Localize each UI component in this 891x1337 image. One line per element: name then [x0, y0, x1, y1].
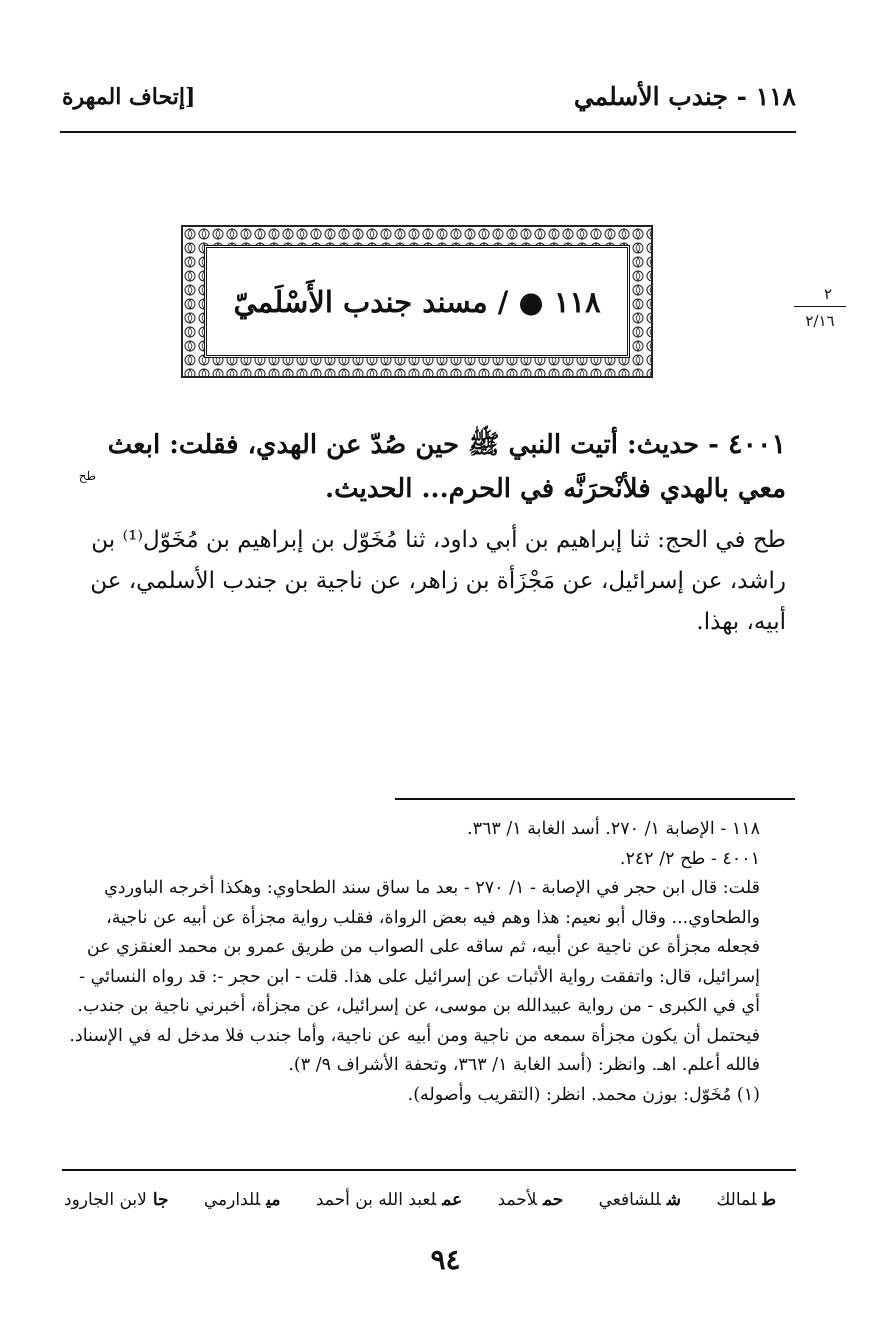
header-rule — [60, 131, 796, 133]
footnote-1: (١) مُخَوّل: بوزن محمد. انظر: (التقريب وأصوله). — [407, 1084, 760, 1105]
hadith-source-mark: طح — [78, 469, 96, 483]
section-title-box — [204, 245, 630, 358]
footnotes — [66, 815, 786, 1110]
hadith-text — [64, 423, 786, 511]
legend-item: ميللدارمي — [203, 1190, 281, 1210]
footnote-rule — [395, 798, 795, 800]
legend-item: طلمالك — [716, 1190, 776, 1210]
legend-item: عملعبد الله بن أحمد — [315, 1190, 463, 1210]
footnote-commentary: قلت: قال ابن حجر في الإصابة - ١/ ٢٧٠ - بعد ما ساق سند الطحاوي: وهكذا أخرجه الباوردي والطحاوي... وقال أبو نعيم: هذا وهم فيه بعض الرواة، فقلب رواية مجزأة عن أبيه عن ناجية، فجعله مجزأة عن ناجية عن أبيه، ثم ساقه على الصواب من طريق عمرو بن محمد العنقزي عن إسرائيل، قال: واتفقت رواية الأثبات عن إسرائيل على هذا. قلت - ابن حجر -: قد رواه النسائي - أي في الكبرى - من رواية عبيدالله بن موسى، عن إسرائيل، عن مجزأة، أخبرني ناجية بن جندب. فيحتمل أن يكون مجزأة سمعه من ناجية ومن أبيه عن ناجية، وأما جندب فلا مدخل له في الإسناد. فالله أعلم. اهـ. وانظر: (أسد الغابة ١/ ٣٦٣، وتحفة الأشراف ٩/ ٣). — [69, 878, 760, 1075]
legend-rule — [62, 1169, 796, 1171]
hadith-number: ٤٠٠١ — [727, 429, 786, 460]
hadith-body: - حديث: أتيت النبي ﷺ حين صُدّ عن الهدي، فقلت: ابعث معي بالهدي فلأنْحرَنَّه في الحرم... الحديث. — [107, 430, 786, 504]
section-title: ١١٨ ● / مسند جندب الأَسْلَميّ — [233, 284, 601, 319]
margin-note-rule — [794, 306, 846, 307]
isnad-text: طح في الحج: ثنا إبراهيم بن أبي داود، ثنا مُخَوّل بن إبراهيم بن مُخَوّل⁽¹⁾ بن راشد، عن إسرائيل، عن مَجْزَأة بن زاهر، عن ناجية بن جندب الأسلمي، عن أبيه، بهذا. — [90, 527, 786, 635]
running-head-book-title: [إتحاف المهرة — [62, 84, 196, 110]
legend-item: جالابن الجارود — [64, 1190, 169, 1210]
page-number: ٩٤ — [430, 1243, 461, 1276]
margin-note-top: ٢ — [823, 285, 833, 303]
footnote-source-4001: ٤٠٠١ - طح ٢/ ٢٤٢. — [619, 848, 760, 869]
legend-item: حملأحمد — [497, 1190, 564, 1210]
footnote-source-118: ١١٨ - الإصابة ١/ ٢٧٠. أسد الغابة ١/ ٣٦٣. — [466, 819, 760, 839]
running-head-section: ١١٨ - جندب الأسلمي — [573, 82, 796, 111]
margin-note-bottom: ٢/١٦ — [805, 312, 835, 330]
legend-item: شللشافعي — [598, 1190, 681, 1210]
abbreviation-legend — [64, 1190, 776, 1218]
